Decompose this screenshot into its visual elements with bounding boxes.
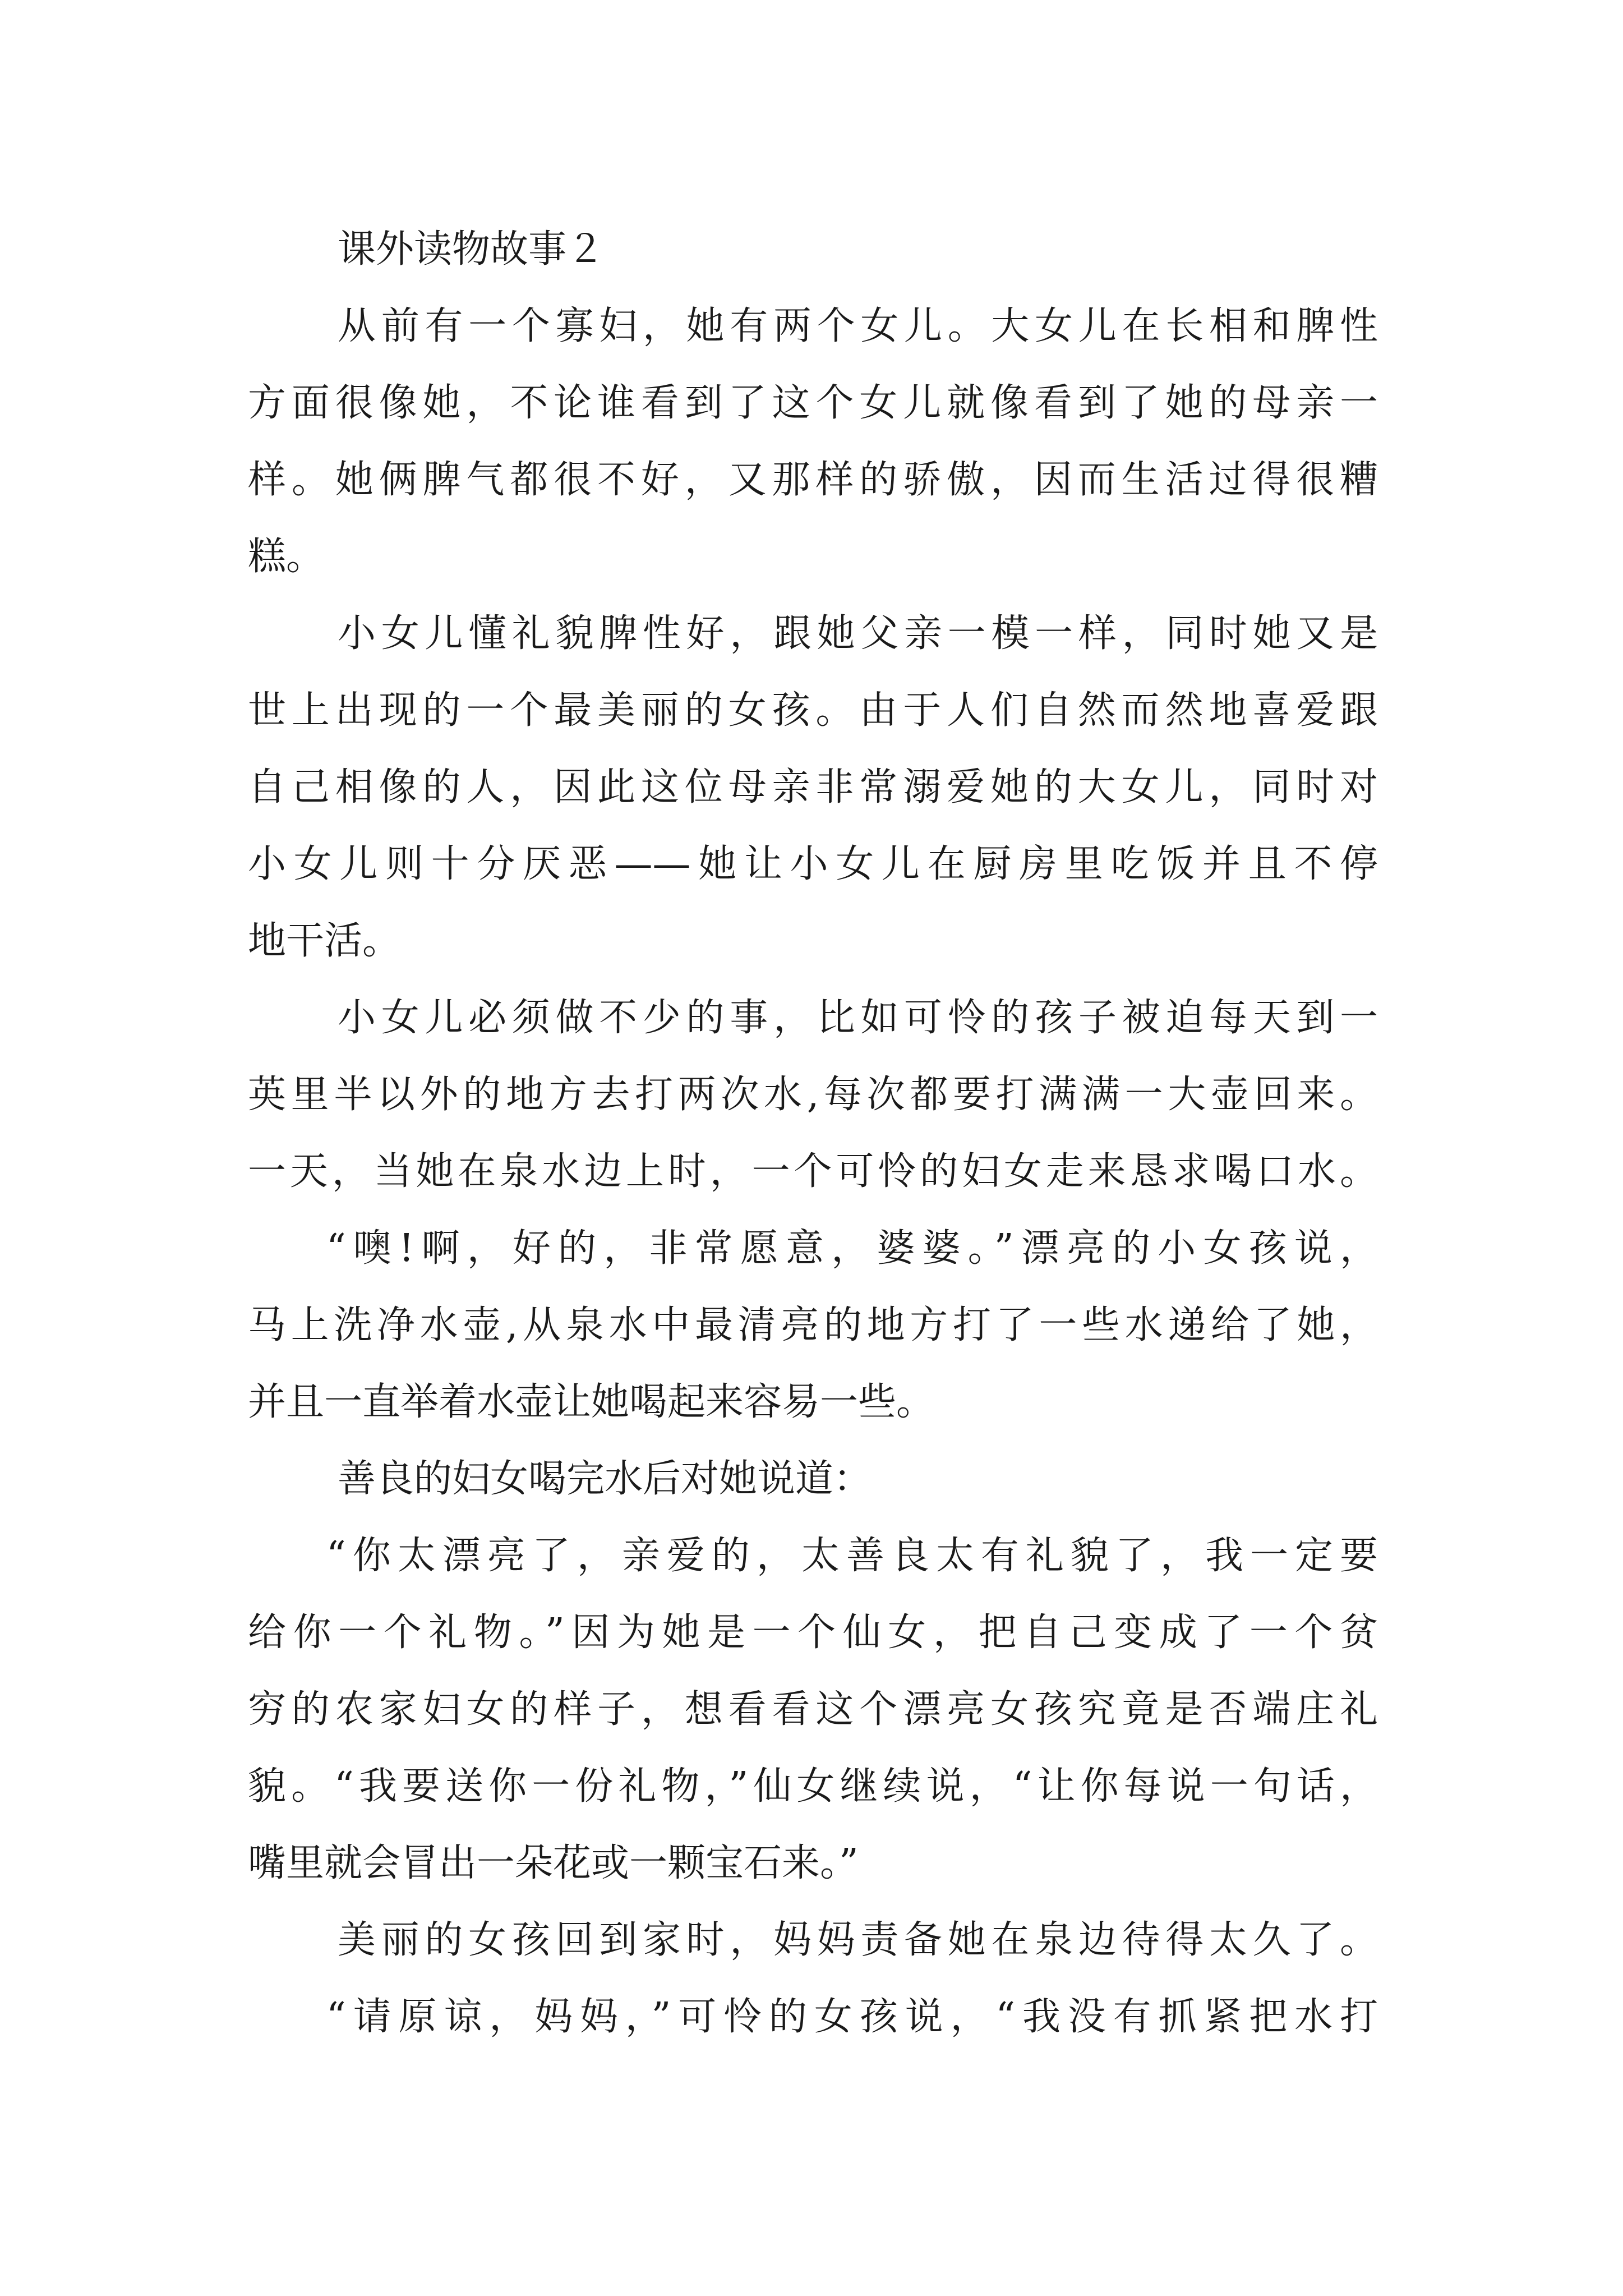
paragraph-line: “你太漂亮了，亲爱的，太善良太有礼貌了，我一定要 (326, 1534, 1378, 1578)
paragraph-line: 一天，当她在泉水边上时，一个可怜的妇女走来恳求喝口水。 (248, 1149, 1378, 1194)
paragraph-line: 从前有一个寡妇，她有两个女儿。大女儿在长相和脾性 (338, 304, 1378, 348)
paragraph-line: 英里半以外的地方去打两次水,每次都要打满满一大壶回来。 (248, 1073, 1378, 1117)
paragraph-line: 穷的农家妇女的样子，想看看这个漂亮女孩究竟是否端庄礼 (248, 1687, 1378, 1732)
paragraph-line: 善良的妇女喝完水后对她说道： (338, 1457, 872, 1501)
document-body (248, 211, 1378, 2055)
paragraph-line: 嘴里就会冒出一朵花或一颗宝石来。” (248, 1841, 859, 1885)
paragraph-line: 小女儿懂礼貌脾性好，跟她父亲一模一样，同时她又是 (338, 611, 1378, 656)
paragraph-line: 给你一个礼物。”因为她是一个仙女，把自己变成了一个贫 (248, 1611, 1378, 1655)
paragraph-line: 貌。“我要送你一份礼物，”仙女继续说，“让你每说一句话， (248, 1764, 1378, 1809)
paragraph-line: “请原谅，妈妈，”可怜的女孩说，“我没有抓紧把水打 (326, 1995, 1378, 2039)
paragraph-line: 世上出现的一个最美丽的女孩。由于人们自然而然地喜爱跟 (248, 688, 1378, 733)
paragraph-line: 并且一直举着水壶让她喝起来容易一些。 (248, 1380, 935, 1424)
paragraph-line: 小女儿则十分厌恶——她让小女儿在厨房里吃饭并且不停 (248, 842, 1378, 886)
paragraph-line: 自己相像的人，因此这位母亲非常溺爱她的大女儿，同时对 (248, 765, 1378, 809)
paragraph-line: 美丽的女孩回到家时，妈妈责备她在泉边待得太久了。 (338, 1918, 1378, 1962)
paragraph-line: 方面很像她，不论谁看到了这个女儿就像看到了她的母亲一 (248, 381, 1378, 425)
paragraph-line: 糕。 (248, 535, 325, 579)
document-title: 课外读物故事２ (338, 227, 605, 272)
paragraph-line: 马上洗净水壶,从泉水中最清亮的地方打了一些水递给了她， (248, 1303, 1378, 1347)
paragraph-line: “噢!啊，好的，非常愿意，婆婆。”漂亮的小女孩说， (326, 1226, 1378, 1271)
paragraph-line: 小女儿必须做不少的事，比如可怜的孩子被迫每天到一 (338, 996, 1378, 1040)
paragraph-line: 样。她俩脾气都很不好，又那样的骄傲，因而生活过得很糟 (248, 458, 1378, 502)
paragraph-line: 地干活。 (248, 919, 401, 963)
